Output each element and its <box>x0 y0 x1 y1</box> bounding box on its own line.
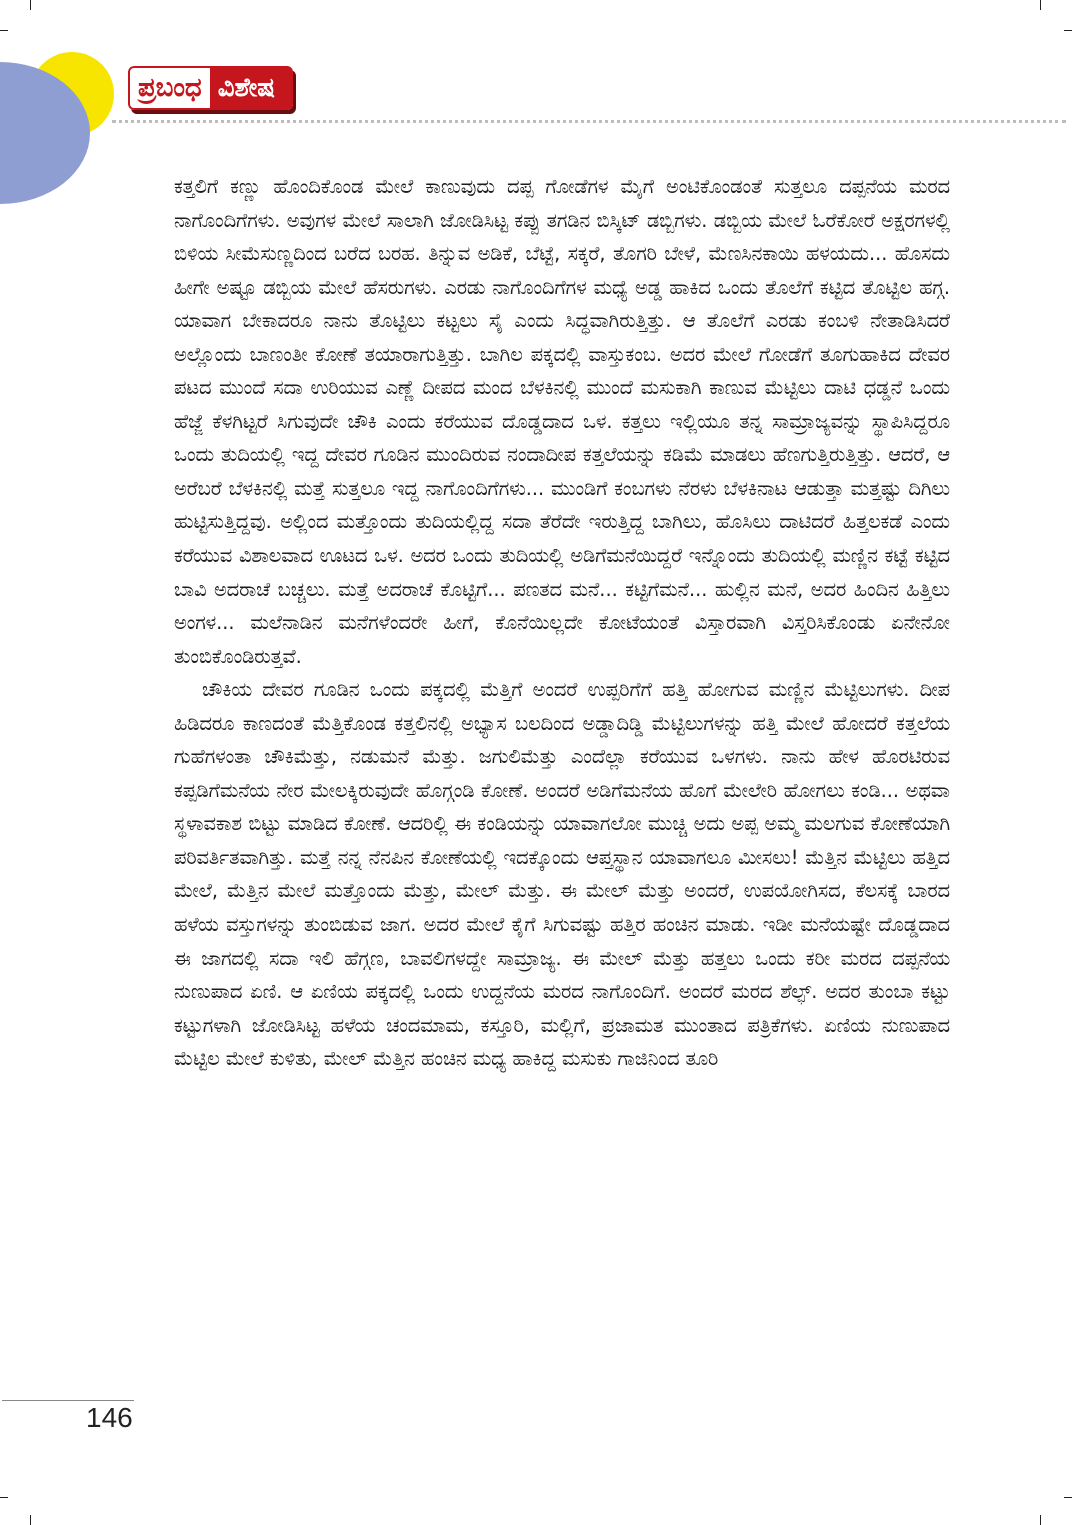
article-paragraph-2: ಚೌಕಿಯ ದೇವರ ಗೂಡಿನ ಒಂದು ಪಕ್ಕದಲ್ಲಿ ಮೆತ್ತಿಗೆ ಅಂದರೆ ಉಪ್ಪರಿಗೆಗೆ ಹತ್ತಿ ಹೋಗುವ ಮಣ್ಣಿನ ಮೆಟ್ಟಿಲುಗಳು. ದೀಪ ಹಿಡಿದರೂ ಕಾಣದಂತೆ ಮೆತ್ತಿಕೊಂಡ ಕತ್ತಲಿನಲ್ಲಿ ಅಭ್ಯಾಸ ಬಲದಿಂದ ಅಡ್ಡಾದಿಡ್ಡಿ ಮೆಟ್ಟಿಲುಗಳನ್ನು ಹತ್ತಿ ಮೇಲೆ ಹೋದರೆ ಕತ್ತಲೆಯ ಗುಹೆಗಳಂತಾ ಚೌಕಿಮೆತ್ತು, ನಡುಮನೆ ಮೆತ್ತು. ಜಗುಲಿಮೆತ್ತು ಎಂದೆಲ್ಲಾ ಕರೆಯುವ ಒಳಗಳು. ನಾನು ಹೇಳ ಹೊರಟಿರುವ ಕಪ್ಪಡಿಗೆಮನೆಯ ನೇರ ಮೇಲಕ್ಕಿರುವುದೇ ಹೊಗ್ಗಂಡಿ ಕೋಣೆ. ಅಂದರೆ ಅಡಿಗೆಮನೆಯ ಹೊಗೆ ಮೇಲೇರಿ ಹೋಗಲು ಕಂಡಿ... ಅಥವಾ ಸ್ಥಳಾವಕಾಶ ಬಿಟ್ಟು ಮಾಡಿದ ಕೋಣೆ. ಆದರಿಲ್ಲಿ ಈ ಕಂಡಿಯನ್ನು ಯಾವಾಗಲೋ ಮುಚ್ಚಿ ಅದು ಅಪ್ಪ ಅಮ್ಮ ಮಲಗುವ ಕೋಣೆಯಾಗಿ ಪರಿವರ್ತಿತವಾಗಿತ್ತು. ಮತ್ತೆ ನನ್ನ ನೆನಪಿನ ಕೋಣೆಯಲ್ಲಿ ಇದಕ್ಕೊಂದು ಆಪ್ತಸ್ಥಾನ ಯಾವಾಗಲೂ ಮೀಸಲು! ಮೆತ್ತಿನ ಮೆಟ್ಟಿಲು ಹತ್ತಿದ ಮೇಲೆ, ಮೆತ್ತಿನ ಮೇಲೆ ಮತ್ತೊಂದು ಮೆತ್ತು, ಮೇಲ್ ಮೆತ್ತು. ಈ ಮೇಲ್ ಮೆತ್ತು ಅಂದರೆ, ಉಪಯೋಗಿಸದ, ಕೆಲಸಕ್ಕೆ ಬಾರದ ಹಳೆಯ ವಸ್ತುಗಳನ್ನು ತುಂಬಿಡುವ ಜಾಗ. ಅದರ ಮೇಲೆ ಕೈಗೆ ಸಿಗುವಷ್ಟು ಹತ್ತಿರ ಹಂಚಿನ ಮಾಡು. ಇಡೀ ಮನೆಯಷ್ಟೇ ದೊಡ್ಡದಾದ ಈ ಜಾಗದಲ್ಲಿ ಸದಾ ಇಲಿ ಹೆಗ್ಗಣ, ಬಾವಲಿಗಳದ್ದೇ ಸಾಮ್ರಾಜ್ಯ. ಈ ಮೇಲ್ ಮೆತ್ತು ಹತ್ತಲು ಒಂದು ಕರೀ ಮರದ ದಪ್ಪನೆಯ ನುಣುಪಾದ ಏಣಿ. ಆ ಏಣಿಯ ಪಕ್ಕದಲ್ಲಿ ಒಂದು ಉದ್ದನೆಯ ಮರದ ನಾಗೊಂದಿಗೆ. ಅಂದರೆ ಮರದ ಶೆಲ್ಫ್. ಅದರ ತುಂಬಾ ಕಟ್ಟು ಕಟ್ಟುಗಳಾಗಿ ಜೋಡಿಸಿಟ್ಟ ಹಳೆಯ ಚಂದಮಾಮ, ಕಸ್ತೂರಿ, ಮಲ್ಲಿಗೆ, ಪ್ರಜಾಮತ ಮುಂತಾದ ಪತ್ರಿಕೆಗಳು. ಏಣಿಯ ನುಣುಪಾದ ಮೆಟ್ಟಿಲ ಮೇಲೆ ಕುಳಿತು, ಮೇಲ್ ಮೆತ್ತಿನ ಹಂಚಿನ ಮಧ್ಯ ಹಾಕಿದ್ದ ಮಸುಕು ಗಾಜಿನಿಂದ ತೂರಿ <box>174 678 950 1071</box>
crop-mark-top-left-h <box>0 30 8 31</box>
section-title-part-2: ವಿಶೇಷ <box>210 66 293 110</box>
crop-mark-top-right-h <box>1064 30 1072 31</box>
article-body <box>174 170 950 1076</box>
section-header-tab <box>128 66 293 110</box>
crop-mark-bottom-left-h <box>0 1497 8 1498</box>
crop-mark-top-left <box>30 0 31 10</box>
crop-mark-bottom-right-h <box>1064 1497 1072 1498</box>
header-dotted-rule <box>112 120 1066 123</box>
page-number: 146 <box>86 1402 133 1433</box>
crop-mark-top-right <box>1040 0 1041 10</box>
section-title-part-1: ಪ್ರಬಂಧ <box>128 66 210 110</box>
crop-mark-bottom-left <box>30 1515 31 1525</box>
article-paragraph-1: ಕತ್ತಲಿಗೆ ಕಣ್ಣು ಹೊಂದಿಕೊಂಡ ಮೇಲೆ ಕಾಣುವುದು ದಪ್ಪ ಗೋಡೆಗಳ ಮೈಗೆ ಅಂಟಿಕೊಂಡಂತೆ ಸುತ್ತಲೂ ದಪ್ಪನೆಯ ಮರದ ನಾಗೊಂದಿಗೆಗಳು. ಅವುಗಳ ಮೇಲೆ ಸಾಲಾಗಿ ಜೋಡಿಸಿಟ್ಟ ಕಪ್ಪು ತಗಡಿನ ಬಿಸ್ಕಿಟ್ ಡಬ್ಬಿಗಳು. ಡಬ್ಬಿಯ ಮೇಲೆ ಓರೆಕೋರೆ ಅಕ್ಷರಗಳಲ್ಲಿ ಬಿಳಿಯ ಸೀಮೆಸುಣ್ಣದಿಂದ ಬರೆದ ಬರಹ. ತಿನ್ನುವ ಅಡಿಕೆ, ಬೆಟ್ಟೆ, ಸಕ್ಕರೆ, ತೊಗರಿ ಬೇಳೆ, ಮೆಣಸಿನಕಾಯಿ ಹಳಯದು... ಹೊಸದು ಹೀಗೇ ಅಷ್ಟೂ ಡಬ್ಬಿಯ ಮೇಲೆ ಹೆಸರುಗಳು. ಎರಡು ನಾಗೊಂದಿಗೆಗಳ ಮಧ್ಯೆ ಅಡ್ಡ ಹಾಕಿದ ಒಂದು ತೊಲೆಗೆ ಕಟ್ಟಿದ ತೊಟ್ಟಿಲ ಹಗ್ಗ. ಯಾವಾಗ ಬೇಕಾದರೂ ನಾನು ತೊಟ್ಟಿಲು ಕಟ್ಟಲು ಸೈ ಎಂದು ಸಿದ್ಧವಾಗಿರುತ್ತಿತ್ತು. ಆ ತೊಲೆಗೆ ಎರಡು ಕಂಬಳಿ ನೇತಾಡಿಸಿದರೆ ಅಲ್ಲೊಂದು ಬಾಣಂತೀ ಕೋಣೆ ತಯಾರಾಗುತ್ತಿತ್ತು. ಬಾಗಿಲ ಪಕ್ಕದಲ್ಲಿ ವಾಸ್ತುಕಂಬ. ಅದರ ಮೇಲೆ ಗೋಡೆಗೆ ತೂಗುಹಾಕಿದ ದೇವರ ಪಟದ ಮುಂದೆ ಸದಾ ಉರಿಯುವ ಎಣ್ಣೆ ದೀಪದ ಮಂದ ಬೆಳಕಿನಲ್ಲಿ ಮುಂದೆ ಮಸುಕಾಗಿ ಕಾಣುವ ಮೆಟ್ಟಿಲು ದಾಟಿ ಧಡ್ಡನೆ ಒಂದು ಹೆಜ್ಜೆ ಕೆಳಗಿಟ್ಟರೆ ಸಿಗುವುದೇ ಚೌಕಿ ಎಂದು ಕರೆಯುವ ದೊಡ್ಡದಾದ ಒಳ. ಕತ್ತಲು ಇಲ್ಲಿಯೂ ತನ್ನ ಸಾಮ್ರಾಜ್ಯವನ್ನು ಸ್ಥಾಪಿಸಿದ್ದರೂ ಒಂದು ತುದಿಯಲ್ಲಿ ಇದ್ದ ದೇವರ ಗೂಡಿನ ಮುಂದಿರುವ ನಂದಾದೀಪ ಕತ್ತಲೆಯನ್ನು ಕಡಿಮೆ ಮಾಡಲು ಹೆಣಗುತ್ತಿರುತ್ತಿತ್ತು. ಆದರೆ, ಆ ಅರೆಬರೆ ಬೆಳಕಿನಲ್ಲಿ ಮತ್ತೆ ಸುತ್ತಲೂ ಇದ್ದ ನಾಗೊಂದಿಗೆಗಳು... ಮುಂಡಿಗೆ ಕಂಬಗಳು ನೆರಳು ಬೆಳಕಿನಾಟ ಆಡುತ್ತಾ ಮತ್ತಷ್ಟು ದಿಗಿಲು ಹುಟ್ಟಿಸುತ್ತಿದ್ದವು. ಅಲ್ಲಿಂದ ಮತ್ತೊಂದು ತುದಿಯಲ್ಲಿದ್ದ ಸದಾ ತೆರೆದೇ ಇರುತ್ತಿದ್ದ ಬಾಗಿಲು, ಹೊಸಿಲು ದಾಟಿದರೆ ಹಿತ್ತಲಕಡೆ ಎಂದು ಕರೆಯುವ ವಿಶಾಲವಾದ ಊಟದ ಒಳ. ಅದರ ಒಂದು ತುದಿಯಲ್ಲಿ ಅಡಿಗೆಮನೆಯಿದ್ದರೆ ಇನ್ನೊಂದು ತುದಿಯಲ್ಲಿ ಮಣ್ಣಿನ ಕಟ್ಟೆ ಕಟ್ಟಿದ ಬಾವಿ ಅದರಾಚೆ ಬಚ್ಚಲು. ಮತ್ತೆ ಅದರಾಚೆ ಕೊಟ್ಟಿಗೆ... ಪಣತದ ಮನೆ... ಕಟ್ಟಿಗೆಮನೆ... ಹುಲ್ಲಿನ ಮನೆ, ಅದರ ಹಿಂದಿನ ಹಿತ್ತಿಲು ಅಂಗಳ... ಮಲೆನಾಡಿನ ಮನೆಗಳೆಂದರೇ ಹೀಗೆ, ಕೊನೆಯಿಲ್ಲದೇ ಕೋಟೆಯಂತೆ ವಿಸ್ತಾರವಾಗಿ ವಿಸ್ತರಿಸಿಕೊಂಡು ಏನೇನೋ ತುಂಬಿಕೊಂಡಿರುತ್ತವೆ. <box>174 175 950 668</box>
crop-mark-bottom-right <box>1040 1515 1041 1525</box>
